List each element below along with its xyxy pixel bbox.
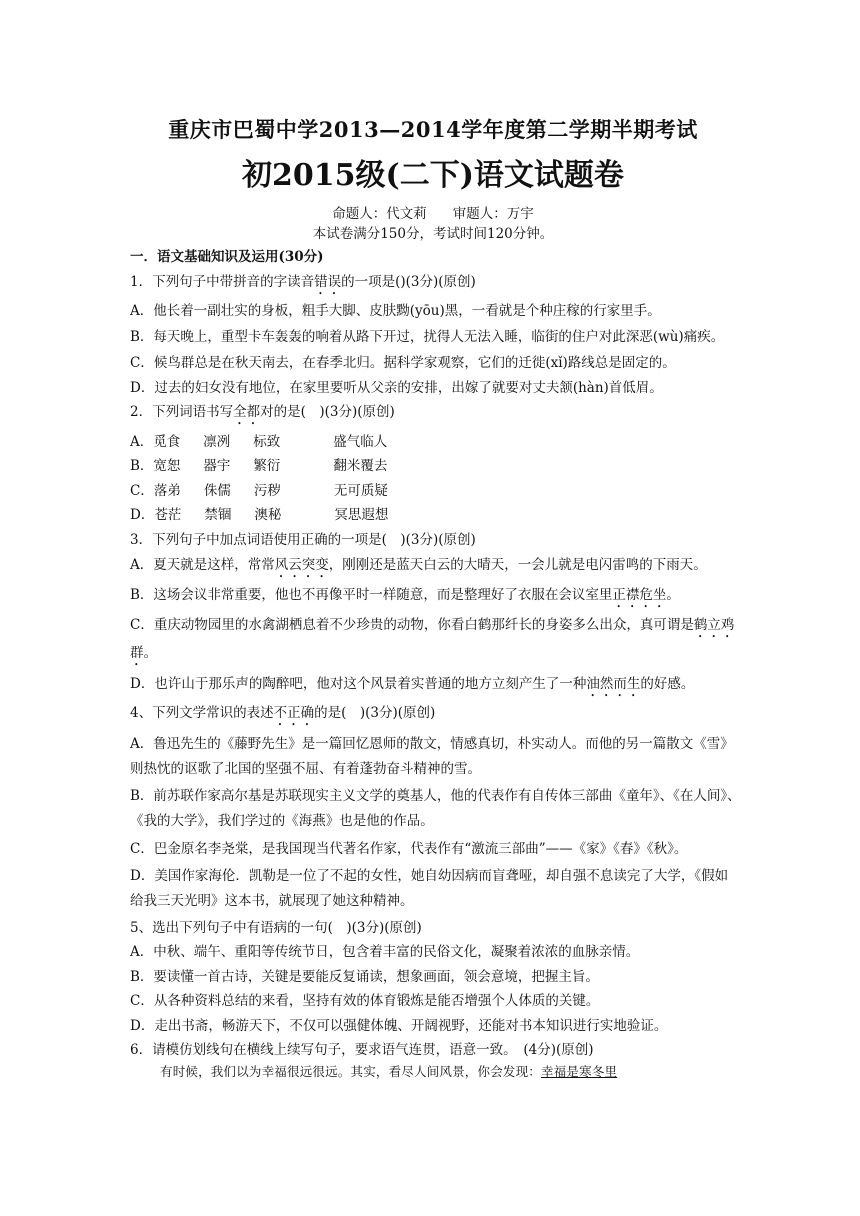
option-label: A．	[130, 433, 154, 450]
exam-info: 本试卷满分150分，考试时间120分钟。	[312, 226, 554, 242]
emphasis: 鹤立鸡群	[130, 617, 735, 661]
text: B．这场会议非常重要，他也不再像平时一样随意，而是整理好了衣服在会议室里	[130, 586, 613, 603]
emphasis: 油然而生	[586, 675, 641, 692]
setter-label: 命题人：代文莉	[332, 206, 427, 222]
question-4-stem	[130, 702, 736, 729]
q4-option-c: C．巴金原名李尧棠，是我国现当代著名作家，代表作有“激流三部曲”——《家》《春》《秋》。	[130, 840, 688, 857]
exam-title: 重庆市巴蜀中学2013—2014学年度第二学期半期考试	[168, 117, 698, 142]
q4-option-d: D．美国作家海伦．凯勒是一位了不起的女性，她自幼因病而盲聋哑，却自强不息读完了大学，《假如给我三天光明》这本书，就展现了她这种精神。	[130, 868, 729, 909]
question-2-stem	[130, 401, 736, 428]
emphasis: 正襟危坐	[612, 586, 667, 603]
q3-option-c	[130, 613, 736, 669]
sample-text: 有时候，我们以为幸福很远很远。其实，看尽人间风景，你会发现：	[160, 1064, 542, 1079]
q2-stem-part: 对的是( )(3分)(原创)	[260, 404, 395, 420]
q1-option-b: B．每天晚上，重型卡车轰轰的响着从路下开过，扰得人无法入睡，临街的住户对此深恶(wù)痛疾。	[130, 328, 725, 345]
text: 。	[666, 586, 680, 603]
q6-sample-sentence	[130, 1061, 736, 1083]
q5-option-c: C．从各种资料总结的来看，坚持有效的体育锻炼是能否增强个人体质的关键。	[130, 993, 600, 1009]
word: 器宇	[203, 458, 231, 474]
word: 翻米覆去	[333, 458, 388, 474]
q2-option-d	[130, 504, 736, 526]
text: ，刚刚还是蓝天白云的大晴天，一会儿就是电闪雷鸣的下雨天。	[328, 557, 707, 573]
text: 。	[143, 645, 157, 661]
text: A．夏天就是这样，常常	[130, 557, 275, 573]
q3-option-d	[130, 672, 736, 700]
word: 标致	[253, 433, 281, 450]
q4-emphasis: 不正确	[273, 705, 315, 721]
q1-stem-part: 的一项是()(3分)(原创)	[341, 273, 476, 290]
q4-option-b: B．前苏联作家高尔基是苏联现实主义文学的奠基人，他的代表作有自传体三部曲《童年》、《在人间》、 《我的大学》，我们学过的《海燕》也是他的作品。	[130, 788, 748, 829]
q2-option-c	[130, 480, 736, 502]
section-title: 一．语文基础知识及运用(30分)	[130, 249, 324, 265]
option-label: C．	[130, 482, 154, 499]
q5-option-b: B．要读懂一首古诗，关键是要能反复诵读，想象画面，领会意境，把握主旨。	[130, 968, 599, 985]
question-6-stem: 6．请模仿划线句在横线上续写句子，要求语气连贯，语意一致。 (4分)(原创)	[130, 1042, 594, 1058]
text: D．也许山于那乐声的陶醉吧，他对这个风景着实普通的地方立刻产生了一种	[130, 675, 587, 692]
question-3-stem: 3．下列句子中加点词语使用正确的一项是( )(3分)(原创)	[130, 531, 476, 548]
q2-emphasis: 全都	[233, 404, 261, 420]
q1-emphasis: 错误	[314, 273, 342, 290]
word: 凛冽	[203, 433, 231, 450]
word: 宽恕	[153, 458, 181, 474]
q3-option-a	[130, 553, 736, 581]
word: 苍茫	[154, 507, 182, 523]
word: 落弟	[153, 482, 181, 499]
word: 污秽	[253, 482, 281, 499]
q1-option-a: A．他长着一副壮实的身板，粗手大脚、皮肤黝(yōu)黑，一看就是个种庄稼的行家里手。	[130, 303, 661, 319]
q2-option-a	[130, 431, 736, 453]
q4-stem-part: 的是( )(3分)(原创)	[314, 705, 436, 721]
q4-stem-part: 4、下列文学常识的表述	[130, 705, 274, 721]
authors-line	[130, 204, 736, 224]
q2-option-b	[130, 455, 736, 477]
paper-title: 初2015级(二下)语文试题卷	[242, 158, 624, 193]
reviewer-label: 审题人：万宇	[452, 206, 534, 222]
word: 盛气临人	[333, 433, 388, 450]
word: 侏儒	[203, 482, 231, 499]
q3-option-b	[130, 584, 736, 611]
emphasis: 风云突变	[274, 557, 329, 573]
q4-option-a: A．鲁迅先生的《藤野先生》是一篇回忆恩师的散文，情感真切，朴实动人。而他的另一篇散文《雪》则热忱的讴歌了北国的坚强不屈、有着蓬勃奋斗精神的雪。	[130, 735, 734, 777]
q1-option-d: D．过去的妇女没有地位，在家里要听从父亲的安排，出嫁了就要对丈夫颔(hàn)首低眉。	[130, 379, 663, 396]
word: 无可质疑	[333, 482, 388, 499]
option-label: B．	[130, 458, 154, 474]
q5-option-d: D．走出书斋，畅游天下，不仅可以强健体魄、开阔视野，还能对书本知识进行实地验证。	[130, 1017, 668, 1034]
q1-stem-part: 1．下列句子中带拼音的字读音	[130, 273, 315, 290]
word: 禁锢	[204, 507, 232, 523]
question-5-stem: 5、选出下列句子中有语病的一句( )(3分)(原创)	[130, 919, 422, 936]
question-1-stem	[130, 271, 736, 298]
text: 的好感。	[640, 675, 695, 692]
q1-option-c: C．候鸟群总是在秋天南去，在春季北归。据科学家观察，它们的迁徙(xǐ)路线总是固定的。	[130, 355, 676, 371]
underlined-sentence: 幸福是寒冬里	[541, 1064, 618, 1079]
q2-stem-part: 2．下列词语书写	[130, 404, 234, 420]
word: 冥思遐想	[334, 507, 389, 523]
q5-option-a: A．中秋、端午、重阳等传统节日，包含着丰富的民俗文化，凝聚着浓浓的血脉亲情。	[130, 944, 640, 960]
option-label: D．	[130, 507, 155, 523]
text: C．重庆动物园里的水禽湖栖息着不少珍贵的动物，你看白鹤那纤长的身姿多么出众，真可谓是	[130, 617, 694, 633]
word: 觅食	[153, 433, 181, 450]
word: 澳秘	[254, 507, 282, 523]
word: 繁衍	[253, 458, 281, 474]
